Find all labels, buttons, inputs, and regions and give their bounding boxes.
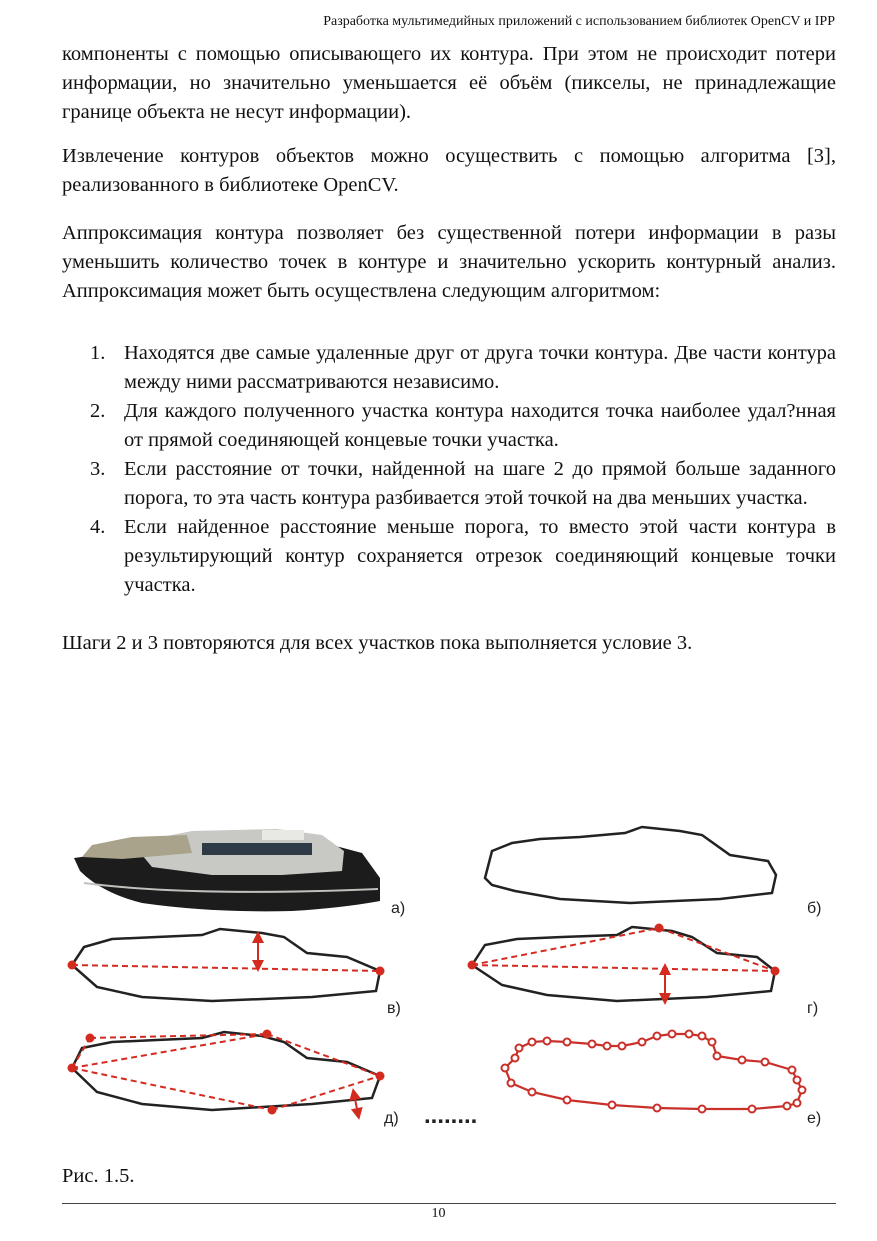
paragraph-approximation: Аппроксимация контура позволяет без существенной потери информации в разы уменьшить количество точек в контуре и значительно ускорить контурный анализ. Аппроксимация может быть осуществлена следующим алгоритмом: — [62, 222, 836, 302]
panel-label-v: в) — [387, 1000, 401, 1017]
panel-g-diagram — [468, 924, 780, 1002]
running-header: Разработка мультимедийных приложений с использованием библиотек OpenCV и IPP — [323, 14, 835, 29]
panel-label-a: а) — [391, 900, 406, 917]
panel-label-b: б) — [807, 900, 822, 917]
figure-boat-contour-approximation — [62, 823, 836, 1143]
list-item: 3. Если расстояние от точки, найденной на шаге 2 до прямой больше заданного порога, то эта часть контура разбивается этой точкой на два меньших участка. — [90, 458, 836, 509]
page-body — [62, 40, 836, 658]
boat-photo — [74, 829, 380, 911]
ellipsis-mark: ........ — [424, 1102, 478, 1129]
algorithm-steps-list — [62, 339, 836, 600]
footer-divider — [62, 1203, 836, 1204]
list-item: 1. Находятся две самые удаленные друг от друга точки контура. Две части контура между ними рассматриваются независимо. — [90, 342, 836, 393]
panel-label-d: д) — [384, 1110, 399, 1127]
panel-e-approximation — [502, 1031, 806, 1113]
panel-label-e: е) — [807, 1110, 822, 1127]
panel-b-outline — [485, 827, 776, 903]
panel-d-diagram — [68, 1030, 385, 1115]
paragraph-contour-description: компоненты с помощью описывающего их контура. При этом не происходит потери информации, но значительно уменьшается её объём (пикселы, не принадлежащие границе объекта не несут информации). — [62, 43, 836, 123]
list-item: 4. Если найденное расстояние меньше порога, то вместо этой части контура в результирующий контур сохраняется отрезок соединяющий концевые точки участка. — [90, 516, 836, 596]
paragraph-repeat-steps: Шаги 2 и 3 повторяются для всех участков пока выполняется условие 3. — [62, 632, 693, 654]
panel-v-diagram — [68, 929, 385, 1001]
paragraph-contour-extraction: Извлечение контуров объектов можно осуществить с помощью алгоритма [3], реализованного в библиотеке OpenCV. — [62, 145, 836, 196]
list-item: 2. Для каждого полученного участка контура находится точка наиболее удал?нная от прямой соединяющей концевые точки участка. — [90, 400, 836, 451]
figure-caption: Рис. 1.5. — [62, 1165, 135, 1187]
panel-label-g: г) — [807, 1000, 819, 1017]
page-number: 10 — [431, 1206, 446, 1221]
